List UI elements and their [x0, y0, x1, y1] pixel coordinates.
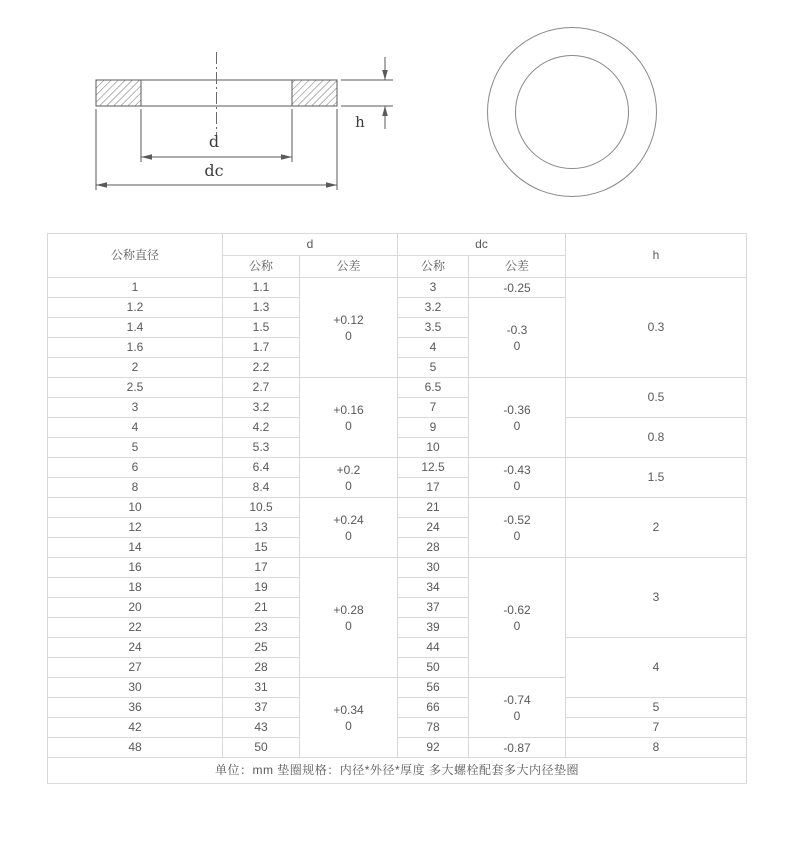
spec-table-footer [48, 758, 747, 784]
d-tolerance-cell [300, 678, 398, 758]
tolerance-value: 0 [513, 338, 521, 353]
d-tolerance-cell [300, 458, 398, 498]
d-nominal-cell: 1.1 [223, 278, 300, 298]
spec-row [48, 738, 747, 758]
dc-nominal-cell: 7 [398, 398, 469, 418]
dc-tolerance-cell [469, 558, 566, 678]
dc-nominal-cell: 92 [398, 738, 469, 758]
d-tolerance-cell [300, 498, 398, 558]
nominal-diameter-cell: 6 [48, 458, 223, 478]
tolerance-value: 0 [513, 418, 521, 433]
nominal-diameter-cell: 2 [48, 358, 223, 378]
tolerance-value: 0 [345, 478, 352, 493]
h-cell: 0.5 [566, 378, 747, 418]
tolerance-value: 0 [345, 718, 352, 733]
tolerance-value: 0 [513, 478, 521, 493]
spec-row [48, 378, 747, 398]
dimension-label-h: h [355, 113, 365, 131]
tolerance-value: 0 [513, 618, 521, 633]
h-cell: 4 [566, 638, 747, 698]
h-cell: 8 [566, 738, 747, 758]
dimension-label-d: d [208, 132, 220, 151]
d-nominal-cell: 37 [223, 698, 300, 718]
spec-row [48, 698, 747, 718]
spec-row [48, 418, 747, 438]
dc-tolerance-cell [469, 298, 566, 378]
nominal-diameter-cell: 22 [48, 618, 223, 638]
tolerance-value: 0 [513, 528, 521, 543]
nominal-diameter-cell: 2.5 [48, 378, 223, 398]
spec-table-container [47, 233, 746, 784]
d-nominal-cell: 2.2 [223, 358, 300, 378]
tolerance-value: +0.34 [333, 702, 364, 717]
d-nominal-cell: 23 [223, 618, 300, 638]
top-view [488, 28, 657, 197]
nominal-diameter-cell: 3 [48, 398, 223, 418]
h-cell: 0.8 [566, 418, 747, 458]
header-dc-tolerance: 公差 [469, 256, 566, 278]
tolerance-value: 0 [345, 328, 352, 343]
dc-nominal-cell: 6.5 [398, 378, 469, 398]
tolerance-value: -0.52 [503, 512, 531, 527]
dc-nominal-cell: 5 [398, 358, 469, 378]
nominal-diameter-cell: 4 [48, 418, 223, 438]
h-cell: 0.3 [566, 278, 747, 378]
dc-nominal-cell: 3.2 [398, 298, 469, 318]
nominal-diameter-cell: 14 [48, 538, 223, 558]
nominal-diameter-cell: 48 [48, 738, 223, 758]
d-nominal-cell: 50 [223, 738, 300, 758]
header-row-1 [48, 234, 747, 256]
d-tolerance-cell [300, 378, 398, 458]
washer-spec-table [47, 233, 747, 784]
d-nominal-cell: 2.7 [223, 378, 300, 398]
d-nominal-cell: 8.4 [223, 478, 300, 498]
dc-nominal-cell: 30 [398, 558, 469, 578]
tolerance-value: -0.43 [503, 462, 531, 477]
header-dc-nominal: 公称 [398, 256, 469, 278]
dc-nominal-cell: 17 [398, 478, 469, 498]
tolerance-value: 0 [345, 618, 352, 633]
spec-table-body [48, 278, 747, 758]
dc-nominal-cell: 24 [398, 518, 469, 538]
dc-tolerance-cell [469, 378, 566, 458]
tolerance-value: 0 [345, 418, 352, 433]
nominal-diameter-cell: 5 [48, 438, 223, 458]
spec-table-header [48, 234, 747, 278]
footer-row [48, 758, 747, 784]
dc-tolerance-cell [469, 498, 566, 558]
dc-nominal-cell: 21 [398, 498, 469, 518]
nominal-diameter-cell: 1.2 [48, 298, 223, 318]
d-tolerance-cell [300, 558, 398, 678]
nominal-diameter-cell: 1.6 [48, 338, 223, 358]
nominal-diameter-cell: 16 [48, 558, 223, 578]
tolerance-value: -0.36 [503, 402, 531, 417]
nominal-diameter-cell: 18 [48, 578, 223, 598]
dc-tolerance-cell [469, 458, 566, 498]
tolerance-value: +0.16 [333, 402, 364, 417]
table-footer-note: 单位：mm 垫圈规格：内径*外径*厚度 多大螺栓配套多大内径垫圈 [48, 758, 747, 784]
nominal-diameter-cell: 36 [48, 698, 223, 718]
dimension-h [341, 57, 393, 129]
d-nominal-cell: 15 [223, 538, 300, 558]
tolerance-value: 0 [513, 708, 521, 723]
washer-technical-drawing [0, 0, 790, 232]
header-d: d [223, 234, 398, 256]
tolerance-value: -0.3 [506, 322, 528, 337]
tolerance-value: -0.74 [503, 692, 531, 707]
d-nominal-cell: 3.2 [223, 398, 300, 418]
dc-nominal-cell: 78 [398, 718, 469, 738]
dc-nominal-cell: 3.5 [398, 318, 469, 338]
outer-circle [488, 28, 657, 197]
spec-row [48, 638, 747, 658]
tolerance-value: -0.62 [503, 602, 531, 617]
spec-row [48, 498, 747, 518]
spec-row [48, 278, 747, 298]
header-h: h [566, 234, 747, 278]
nominal-diameter-cell: 1 [48, 278, 223, 298]
d-nominal-cell: 25 [223, 638, 300, 658]
dc-nominal-cell: 12.5 [398, 458, 469, 478]
hatch-left [96, 80, 141, 106]
tolerance-value: +0.2 [336, 462, 361, 477]
d-nominal-cell: 1.7 [223, 338, 300, 358]
tolerance-value: -0.87 [503, 740, 531, 755]
nominal-diameter-cell: 1.4 [48, 318, 223, 338]
nominal-diameter-cell: 24 [48, 638, 223, 658]
h-cell: 7 [566, 718, 747, 738]
tolerance-value: +0.24 [333, 512, 364, 527]
header-nominal-diameter: 公称直径 [48, 234, 223, 278]
nominal-diameter-cell: 30 [48, 678, 223, 698]
d-nominal-cell: 1.3 [223, 298, 300, 318]
h-cell: 5 [566, 698, 747, 718]
dc-nominal-cell: 28 [398, 538, 469, 558]
h-cell: 1.5 [566, 458, 747, 498]
dc-nominal-cell: 9 [398, 418, 469, 438]
dc-nominal-cell: 66 [398, 698, 469, 718]
d-nominal-cell: 19 [223, 578, 300, 598]
dc-nominal-cell: 4 [398, 338, 469, 358]
d-nominal-cell: 13 [223, 518, 300, 538]
d-nominal-cell: 4.2 [223, 418, 300, 438]
dc-tolerance-cell [469, 678, 566, 738]
dc-tolerance-cell [469, 738, 566, 758]
nominal-diameter-cell: 8 [48, 478, 223, 498]
tolerance-value: 0 [345, 528, 352, 543]
dc-nominal-cell: 56 [398, 678, 469, 698]
h-cell: 2 [566, 498, 747, 558]
header-d-tolerance: 公差 [300, 256, 398, 278]
dc-nominal-cell: 34 [398, 578, 469, 598]
header-d-nominal: 公称 [223, 256, 300, 278]
hatch-right [292, 80, 337, 106]
nominal-diameter-cell: 12 [48, 518, 223, 538]
dc-tolerance-cell [469, 278, 566, 298]
spec-row [48, 558, 747, 578]
header-dc: dc [398, 234, 566, 256]
d-nominal-cell: 28 [223, 658, 300, 678]
nominal-diameter-cell: 42 [48, 718, 223, 738]
tolerance-value: +0.28 [333, 602, 364, 617]
d-nominal-cell: 5.3 [223, 438, 300, 458]
h-cell: 3 [566, 558, 747, 638]
dc-nominal-cell: 39 [398, 618, 469, 638]
nominal-diameter-cell: 20 [48, 598, 223, 618]
dc-nominal-cell: 37 [398, 598, 469, 618]
d-nominal-cell: 31 [223, 678, 300, 698]
d-nominal-cell: 43 [223, 718, 300, 738]
d-nominal-cell: 17 [223, 558, 300, 578]
d-tolerance-cell [300, 278, 398, 378]
tolerance-value: -0.25 [503, 280, 531, 295]
d-nominal-cell: 1.5 [223, 318, 300, 338]
nominal-diameter-cell: 27 [48, 658, 223, 678]
dc-nominal-cell: 50 [398, 658, 469, 678]
inner-circle [516, 56, 629, 169]
nominal-diameter-cell: 10 [48, 498, 223, 518]
dc-nominal-cell: 44 [398, 638, 469, 658]
dimension-label-dc: dc [204, 161, 224, 180]
spec-row [48, 458, 747, 478]
d-nominal-cell: 6.4 [223, 458, 300, 478]
tolerance-value: +0.12 [333, 312, 364, 327]
d-nominal-cell: 21 [223, 598, 300, 618]
spec-row [48, 718, 747, 738]
dc-nominal-cell: 10 [398, 438, 469, 458]
d-nominal-cell: 10.5 [223, 498, 300, 518]
dc-nominal-cell: 3 [398, 278, 469, 298]
